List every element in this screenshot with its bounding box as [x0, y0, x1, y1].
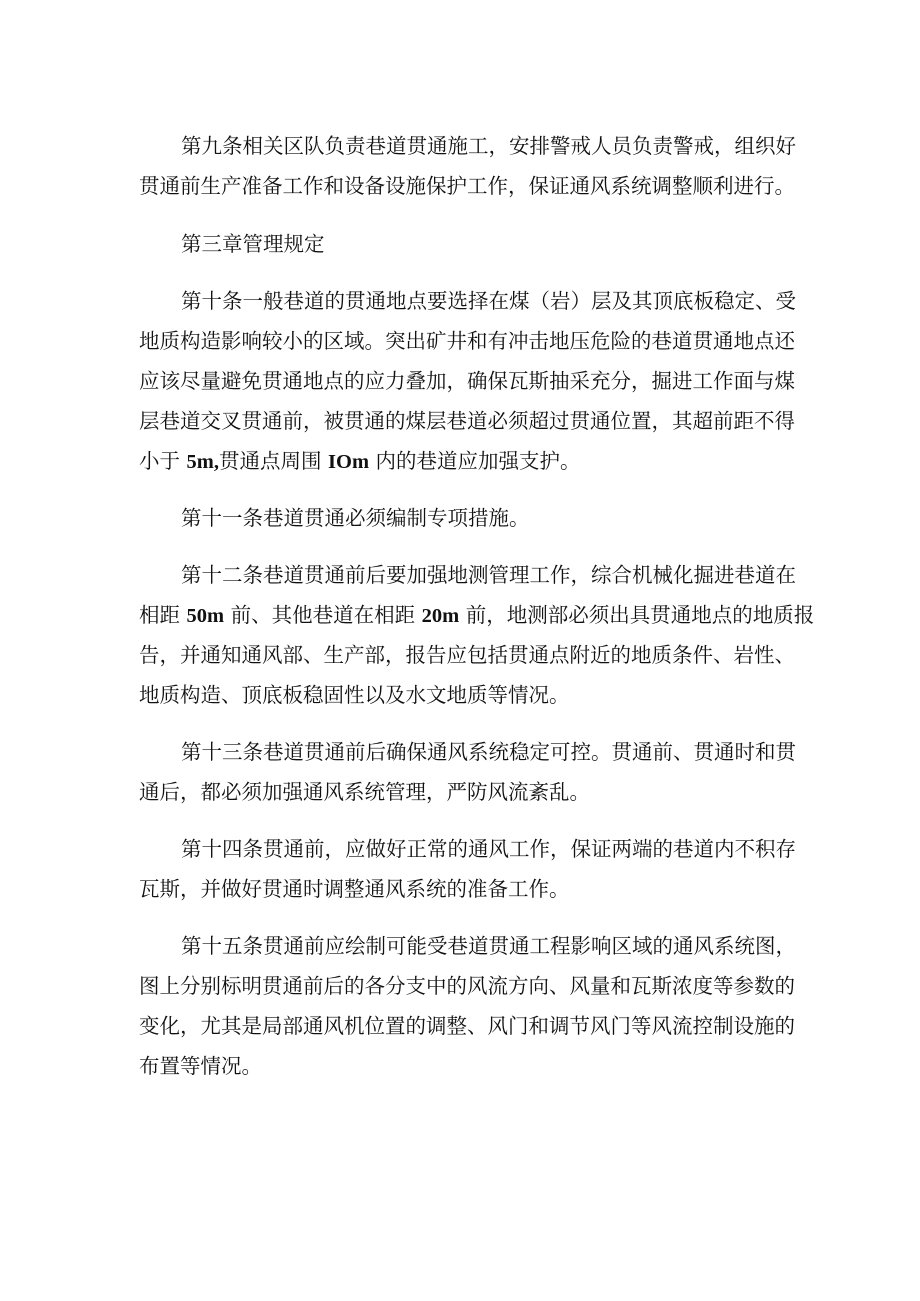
- text-run: 相距: [139, 603, 187, 627]
- text-run: 50m: [186, 605, 225, 627]
- text-run: 5m,: [186, 451, 219, 473]
- text-run: 布置等情况。: [139, 1054, 262, 1078]
- paragraph-first-line: [0, 732, 920, 772]
- paragraph-line: [0, 321, 920, 361]
- text-run: 告，并通知通风部、生产部，报告应包括贯通点附近的地质条件、岩性、: [139, 643, 795, 667]
- text-run: 地质构造、顶底板稳固性以及水文地质等情况。: [139, 683, 570, 707]
- paragraph-first-line: [0, 126, 920, 166]
- paragraph-first-line: [0, 926, 920, 966]
- paragraph-line: [0, 401, 920, 441]
- paragraph-first-line: [0, 281, 920, 321]
- text-run: 贯通前生产准备工作和设备设施保护工作，保证通风系统调整顺利进行。: [139, 174, 795, 198]
- text-run: 变化，尤其是局部通风机位置的调整、风门和调节风门等风流控制设施的: [139, 1014, 795, 1038]
- paragraph-line: [0, 869, 920, 909]
- text-run: 20m: [421, 605, 460, 627]
- text-run: 第三章管理规定: [181, 232, 325, 256]
- text-run: 内的巷道应加强支护。: [369, 449, 581, 473]
- text-run: 第九条相关区队负责巷道贯通施工，安排警戒人员负责警戒，组织好: [181, 134, 796, 158]
- text-run: 第十三条巷道贯通前后确保通风系统稳定可控。贯通前、贯通时和贯: [181, 740, 796, 764]
- paragraph-line: [0, 595, 920, 635]
- text-run: 小于: [139, 449, 187, 473]
- text-run: 前，地测部必须出具贯通地点的地质报: [459, 603, 815, 627]
- text-run: 层巷道交叉贯通前，被贯通的煤层巷道必须超过贯通位置，其超前距不得: [139, 409, 795, 433]
- text-run: 图上分别标明贯通前后的各分支中的风流方向、风量和瓦斯浓度等参数的: [139, 974, 795, 998]
- paragraph-line: [0, 361, 920, 401]
- text-run: 第十四条贯通前，应做好正常的通风工作，保证两端的巷道内不积存: [181, 837, 796, 861]
- paragraph-line: [0, 1046, 920, 1086]
- paragraph-line: [0, 966, 920, 1006]
- text-run: IOm: [328, 451, 370, 473]
- text-run: 第十二条巷道贯通前后要加强地测管理工作，综合机械化掘进巷道在: [181, 563, 796, 587]
- text-run: 地质构造影响较小的区域。突出矿井和有冲击地压危险的巷道贯通地点还: [139, 329, 795, 353]
- paragraph-first-line: [0, 224, 920, 264]
- paragraph-line: [0, 166, 920, 206]
- paragraph-first-line: [0, 555, 920, 595]
- text-run: 第十五条贯通前应绘制可能受巷道贯通工程影响区域的通风系统图，: [181, 934, 796, 958]
- paragraph-line: [0, 675, 920, 715]
- text-run: 第十条一般巷道的贯通地点要选择在煤（岩）层及其顶底板稳定、受: [181, 289, 796, 313]
- text-run: 通后，都必须加强通风系统管理，严防风流紊乱。: [139, 780, 590, 804]
- paragraph-line: [0, 635, 920, 675]
- text-run: 应该尽量避免贯通地点的应力叠加，确保瓦斯抽采充分，掘进工作面与煤: [139, 369, 795, 393]
- paragraph-line: [0, 441, 920, 481]
- paragraph-line: [0, 1006, 920, 1046]
- text-run: 前、其他巷道在相距: [224, 603, 422, 627]
- text-run: 瓦斯，并做好贯通时调整通风系统的准备工作。: [139, 877, 570, 901]
- paragraph-first-line: [0, 498, 920, 538]
- text-run: 第十一条巷道贯通必须编制专项措施。: [181, 506, 530, 530]
- paragraph-line: [0, 772, 920, 812]
- paragraph-first-line: [0, 829, 920, 869]
- text-run: 贯通点周围: [218, 449, 329, 473]
